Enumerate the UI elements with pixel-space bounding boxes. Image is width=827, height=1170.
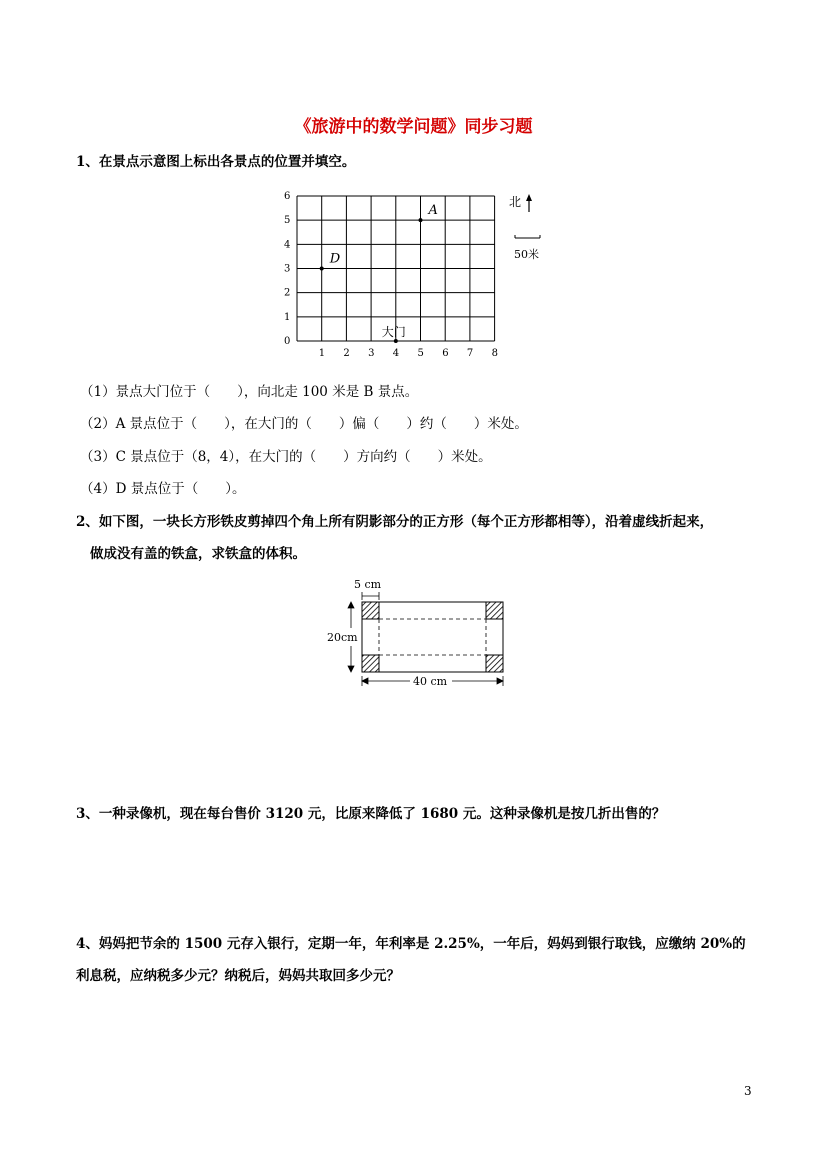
map-point-label: D: [329, 251, 341, 267]
x-tick-label: 4: [392, 348, 400, 359]
question-4-line-1: 4、妈妈把节余的 1500 元存入银行，定期一年，年利率是 2.25%，一年后，妈妈到银行取钱，应缴纳 20%的: [76, 936, 746, 952]
page-number: 3: [744, 1084, 752, 1098]
y-tick-label: 2: [284, 287, 291, 299]
x-tick-label: 7: [466, 348, 474, 359]
y-tick-label: 0: [284, 336, 291, 347]
question-2-line-2: 做成没有盖的铁盒，求铁盒的体积。: [90, 546, 306, 562]
question-1-sub-2: （2）A 景点位于（ ），在大门的（ ）偏（ ）约（ ）米处。: [80, 416, 528, 432]
x-tick-label: 2: [343, 348, 350, 359]
y-tick-label: 6: [284, 191, 291, 202]
y-tick-label: 1: [284, 311, 291, 323]
question-1-sub-1: （1）景点大门位于（ ），向北走 100 米是 B 景点。: [80, 384, 419, 400]
corner-square-bottom-left: [362, 655, 379, 672]
map-point-label: 大门: [381, 325, 406, 339]
question-3: 3、一种录像机，现在每台售价 3120 元，比原来降低了 1680 元。这种录像机是按几折出售的？: [76, 806, 666, 822]
page-title: 《旅游中的数学问题》同步习题: [294, 117, 533, 137]
question-1-prompt: 1、在景点示意图上标出各景点的位置并填空。: [76, 154, 356, 170]
corner-square-top-left: [362, 602, 379, 619]
height-label: 20cm: [327, 631, 358, 644]
x-tick-label: 6: [442, 348, 449, 359]
sheet-outline: [362, 602, 503, 672]
corner-dimension: [362, 592, 379, 600]
width-label: 40 cm: [413, 675, 448, 688]
y-tick-label: 3: [284, 263, 291, 275]
x-tick-label: 1: [318, 348, 326, 359]
map-point-label: A: [428, 203, 438, 219]
x-tick-label: 8: [491, 348, 498, 359]
corner-size-label: 5 cm: [354, 578, 382, 591]
question-1-sub-3: （3）C 景点位于（8，4），在大门的（ ）方向约（ ）米处。: [80, 449, 492, 465]
north-label: 北: [509, 195, 522, 209]
corner-square-top-right: [486, 602, 503, 619]
question-4-line-2: 利息税，应纳税多少元？纳税后，妈妈共取回多少元？: [76, 968, 400, 984]
question-1-sub-4: （4）D 景点位于（ ）。: [80, 481, 246, 497]
fold-lines: [379, 619, 486, 655]
y-tick-label: 4: [284, 239, 291, 251]
x-tick-label: 3: [368, 348, 375, 359]
x-tick-label: 5: [417, 348, 424, 359]
question-2-line-1: 2、如下图，一块长方形铁皮剪掉四个角上所有阴影部分的正方形（每个正方形都相等），沿着虚线折起来，: [76, 514, 714, 530]
scale-label: 50米: [514, 248, 539, 261]
corner-square-bottom-right: [486, 655, 503, 672]
y-tick-label: 5: [284, 215, 291, 227]
